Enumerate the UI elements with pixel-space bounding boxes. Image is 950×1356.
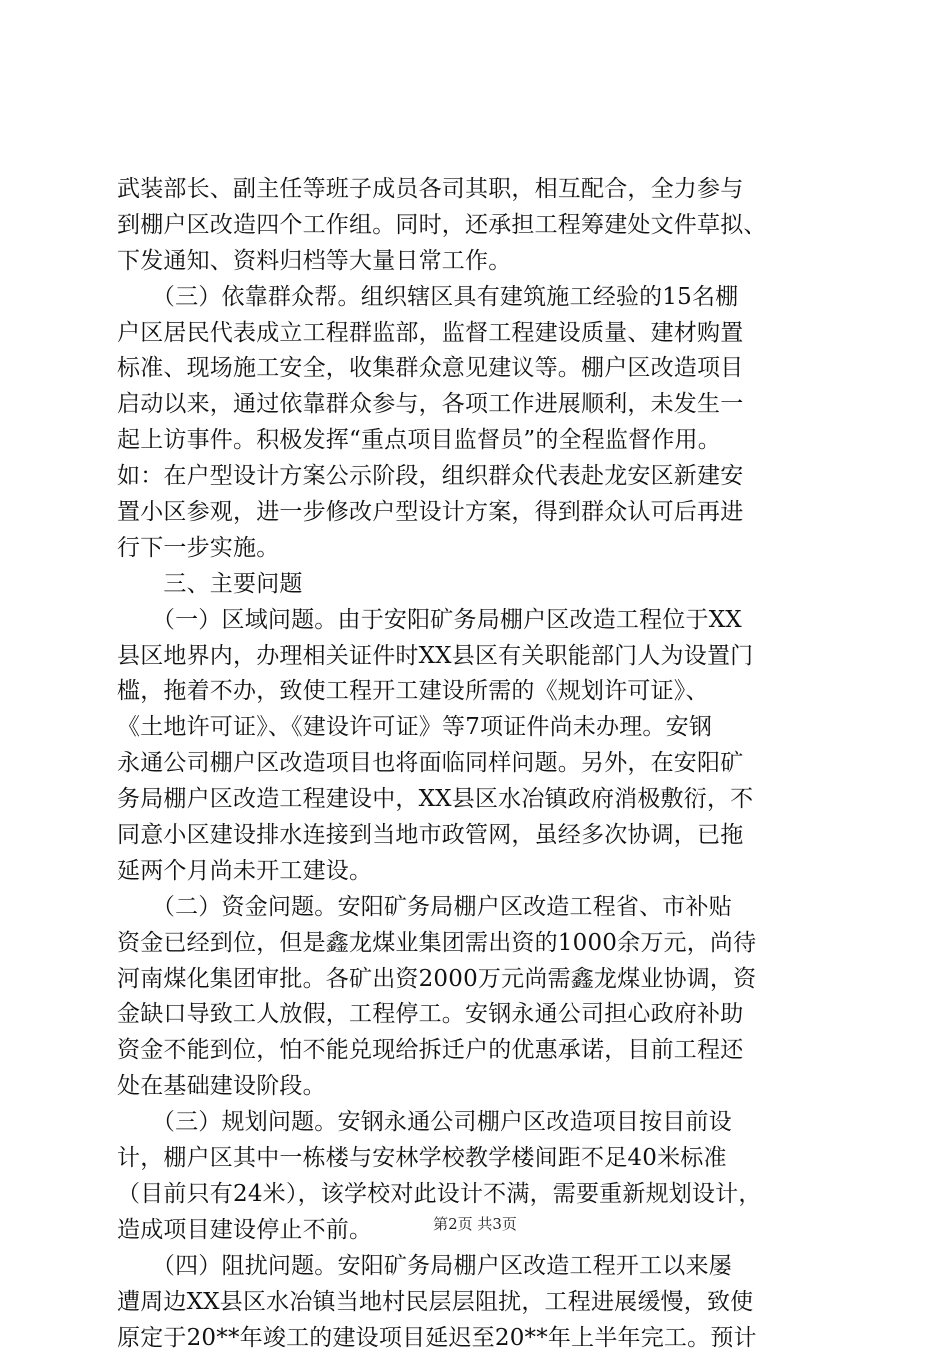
- text-line: （目前只有24米），该学校对此设计不满，需要重新规划设计，: [117, 1177, 837, 1213]
- document-body: [117, 172, 837, 1356]
- text-line: 资金不能到位，怕不能兑现给拆迁户的优惠承诺，目前工程还: [117, 1033, 837, 1069]
- text-line: 到棚户区改造四个工作组。同时，还承担工程筹建处文件草拟、: [117, 208, 837, 244]
- text-line: 置小区参观，进一步修改户型设计方案，得到群众认可后再进: [117, 495, 837, 531]
- text-line: （一）区域问题。由于安阳矿务局棚户区改造工程位于XX: [117, 603, 837, 639]
- text-line: 处在基础建设阶段。: [117, 1069, 837, 1105]
- text-line: （三）规划问题。安钢永通公司棚户区改造项目按目前设: [117, 1105, 837, 1141]
- text-line: 起上访事件。积极发挥“重点项目监督员”的全程监督作用。: [117, 423, 837, 459]
- text-line: 资金已经到位，但是鑫龙煤业集团需出资的1000余万元，尚待: [117, 926, 837, 962]
- text-line: 永通公司棚户区改造项目也将面临同样问题。另外，在安阳矿: [117, 746, 837, 782]
- text-line: 务局棚户区改造工程建设中，XX县区水冶镇政府消极敷衍，不: [117, 782, 837, 818]
- text-line: （四）阻扰问题。安阳矿务局棚户区改造工程开工以来屡: [117, 1249, 837, 1285]
- text-line: 原定于20**年竣工的建设项目延迟至20**年上半年完工。预计: [117, 1321, 837, 1356]
- text-line: 武装部长、副主任等班子成员各司其职，相互配合，全力参与: [117, 172, 837, 208]
- text-line: 造成项目建设停止不前。: [117, 1213, 837, 1249]
- text-line: 下发通知、资料归档等大量日常工作。: [117, 244, 837, 280]
- text-line: 遭周边XX县区水冶镇当地村民层层阻扰，工程进展缓慢，致使: [117, 1285, 837, 1321]
- text-line: 如：在户型设计方案公示阶段，组织群众代表赴龙安区新建安: [117, 459, 837, 495]
- text-line: 标准、现场施工安全，收集群众意见建议等。棚户区改造项目: [117, 351, 837, 387]
- text-line: 启动以来，通过依靠群众参与，各项工作进展顺利，未发生一: [117, 387, 837, 423]
- text-line: 延两个月尚未开工建设。: [117, 854, 837, 890]
- text-line: （二）资金问题。安阳矿务局棚户区改造工程省、市补贴: [117, 890, 837, 926]
- text-line: （三）依靠群众帮。组织辖区具有建筑施工经验的15名棚: [117, 280, 837, 316]
- text-line: 三、主要问题: [117, 567, 837, 603]
- page-footer: 第2页 共3页: [0, 1213, 950, 1234]
- text-line: 行下一步实施。: [117, 531, 837, 567]
- text-line: 同意小区建设排水连接到当地市政管网，虽经多次协调，已拖: [117, 818, 837, 854]
- text-line: 金缺口导致工人放假，工程停工。安钢永通公司担心政府补助: [117, 997, 837, 1033]
- text-line: 《土地许可证》、《建设许可证》等7项证件尚未办理。安钢: [117, 710, 837, 746]
- text-line: 户区居民代表成立工程群监部，监督工程建设质量、建材购置: [117, 316, 837, 352]
- text-line: 县区地界内，办理相关证件时XX县区有关职能部门人为设置门: [117, 639, 837, 675]
- text-line: 计，棚户区其中一栋楼与安林学校教学楼间距不足40米标准: [117, 1141, 837, 1177]
- text-line: 槛，拖着不办，致使工程开工建设所需的《规划许可证》、: [117, 674, 837, 710]
- text-line: 河南煤化集团审批。各矿出资2000万元尚需鑫龙煤业协调，资: [117, 962, 837, 998]
